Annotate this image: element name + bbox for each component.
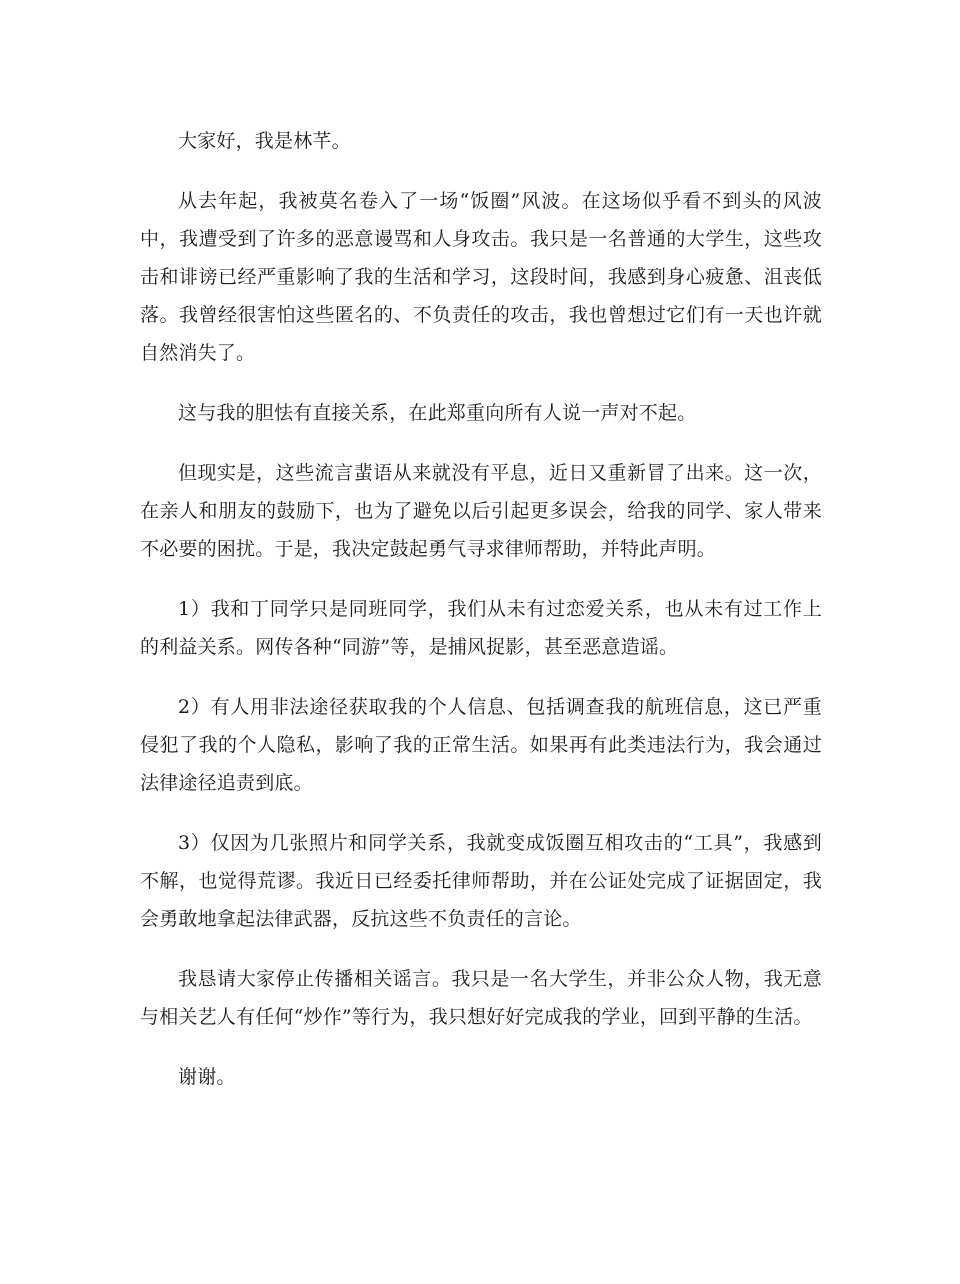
- statement-point-2: 2）有人用非法途径获取我的个人信息、包括调查我的航班信息，这已严重侵犯了我的个人隐私，影响了我的正常生活。如果再有此类违法行为，我会通过法律途径追责到底。: [140, 696, 822, 794]
- decision-paragraph: 但现实是，这些流言蜚语从来就没有平息，近日又重新冒了出来。这一次，在亲人和朋友的鼓励下，也为了避免以后引起更多误会，给我的同学、家人带来不必要的困扰。于是，我决定鼓起勇气寻求律师帮助，并特此声明。: [140, 462, 822, 560]
- request-paragraph: 我恳请大家停止传播相关谣言。我只是一名大学生，并非公众人物，我无意与相关艺人有任何“炒作”等行为，我只想好好完成我的学业，回到平静的生活。: [140, 968, 822, 1028]
- background-paragraph: 从去年起，我被莫名卷入了一场“饭圈”风波。在这场似乎看不到头的风波中，我遭受到了许多的恶意谩骂和人身攻击。我只是一名普通的大学生，这些攻击和诽谤已经严重影响了我的生活和学习，这段时间，我感到身心疲惫、沮丧低落。我曾经很害怕这些匿名的、不负责任的攻击，我也曾想过它们有一天也许就自然消失了。: [140, 190, 822, 364]
- statement-point-1: 1）我和丁同学只是同班同学，我们从未有过恋爱关系，也从未有过工作上的利益关系。网传各种“同游”等，是捕风捉影，甚至恶意造谣。: [140, 598, 822, 658]
- thanks-paragraph: 谢谢。: [178, 1066, 236, 1088]
- greeting-paragraph: 大家好，我是林芊。: [178, 130, 351, 152]
- apology-paragraph: 这与我的胆怯有直接关系，在此郑重向所有人说一声对不起。: [178, 402, 697, 424]
- statement-point-3: 3）仅因为几张照片和同学关系，我就变成饭圈互相攻击的“工具”，我感到不解，也觉得荒谬。我近日已经委托律师帮助，并在公证处完成了证据固定，我会勇敢地拿起法律武器，反抗这些不负责任的言论。: [140, 832, 822, 930]
